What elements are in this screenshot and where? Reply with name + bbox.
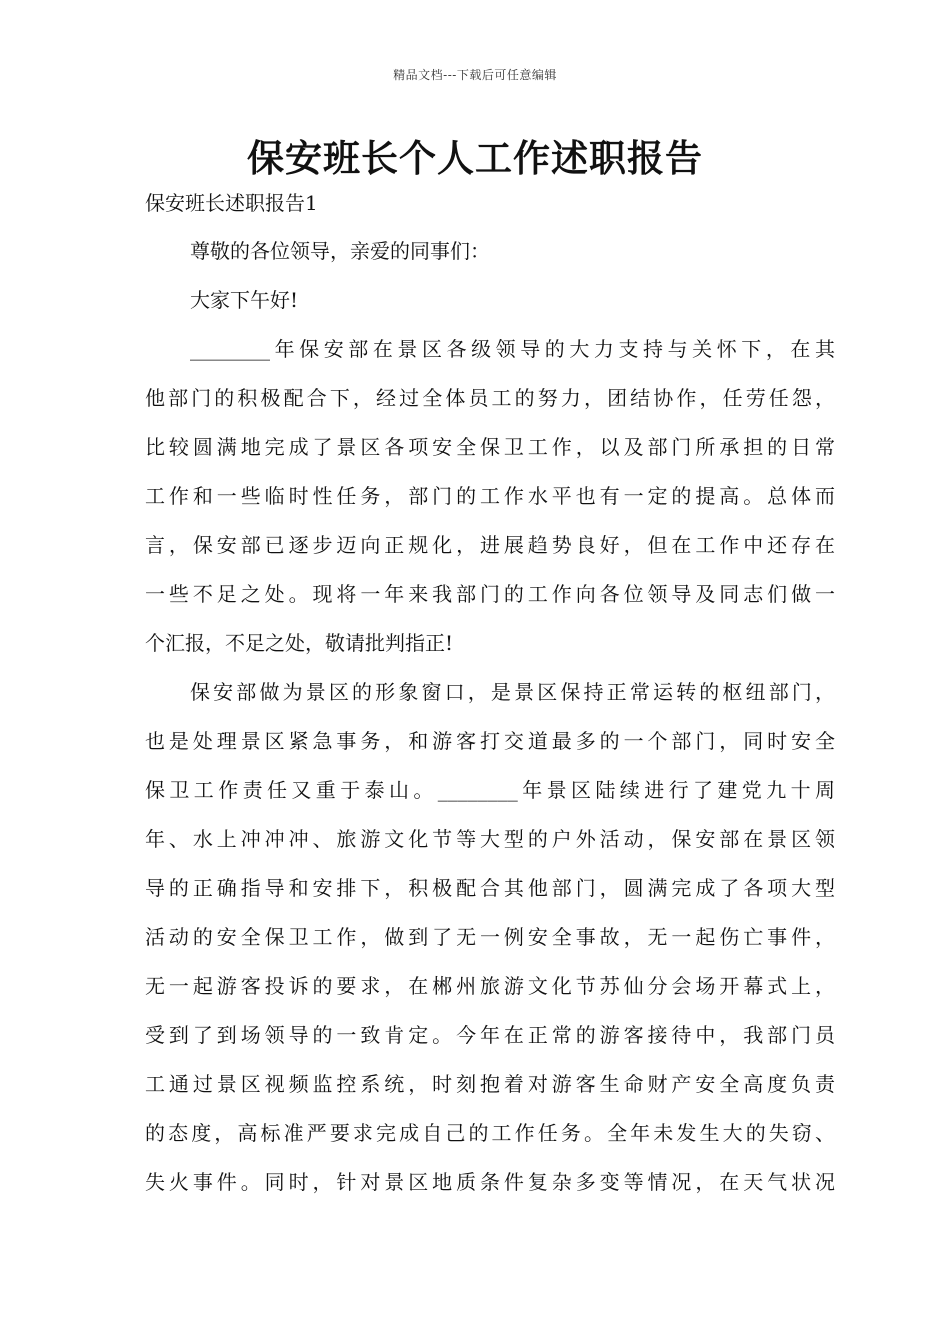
text-line: 工通过景区视频监控系统，时刻抱着对游客生命财产安全高度负责 bbox=[145, 1072, 835, 1096]
text-line: 他部门的积极配合下，经过全体员工的努力，团结协作，任劳任怨， bbox=[145, 386, 835, 410]
text-line: 的态度，高标准严要求完成自己的工作任务。全年未发生大的失窃、 bbox=[145, 1121, 835, 1145]
text-line: 工作和一些临时性任务，部门的工作水平也有一定的提高。总体而 bbox=[145, 484, 835, 508]
document-title: 保安班长个人工作述职报告 bbox=[247, 136, 703, 180]
text-line: 言，保安部已逐步迈向正规化，进展趋势良好，但在工作中还存在 bbox=[145, 533, 835, 557]
text-line: 保卫工作责任又重于泰山。________年景区陆续进行了建党九十周 bbox=[145, 778, 835, 802]
text-line: 导的正确指导和安排下，积极配合其他部门，圆满完成了各项大型 bbox=[145, 876, 835, 900]
text-line: 尊敬的各位领导，亲爱的同事们： bbox=[190, 239, 490, 263]
text-line: 活动的安全保卫工作，做到了无一例安全事故，无一起伤亡事件， bbox=[145, 925, 835, 949]
text-line: 失火事件。同时，针对景区地质条件复杂多变等情况，在天气状况 bbox=[145, 1170, 835, 1194]
text-line: ________年保安部在景区各级领导的大力支持与关怀下，在其 bbox=[190, 337, 835, 361]
body-text bbox=[145, 236, 835, 1216]
header-note: 精品文档---下载后可任意编辑 bbox=[393, 68, 557, 82]
text-line: 一些不足之处。现将一年来我部门的工作向各位领导及同志们做一 bbox=[145, 582, 835, 606]
text-line: 年、水上冲冲冲、旅游文化节等大型的户外活动，保安部在景区领 bbox=[145, 827, 835, 851]
text-line: 受到了到场领导的一致肯定。今年在正常的游客接待中，我部门员 bbox=[145, 1023, 835, 1047]
text-line: 也是处理景区紧急事务，和游客打交道最多的一个部门，同时安全 bbox=[145, 729, 835, 753]
text-line: 无一起游客投诉的要求，在郴州旅游文化节苏仙分会场开幕式上， bbox=[145, 974, 835, 998]
section-subtitle: 保安班长述职报告1 bbox=[145, 191, 318, 215]
text-line: 大家下午好! bbox=[190, 288, 299, 312]
text-line: 个汇报，不足之处，敬请批判指正! bbox=[145, 631, 454, 655]
text-line: 保安部做为景区的形象窗口，是景区保持正常运转的枢纽部门， bbox=[190, 680, 835, 704]
text-line: 比较圆满地完成了景区各项安全保卫工作，以及部门所承担的日常 bbox=[145, 435, 835, 459]
